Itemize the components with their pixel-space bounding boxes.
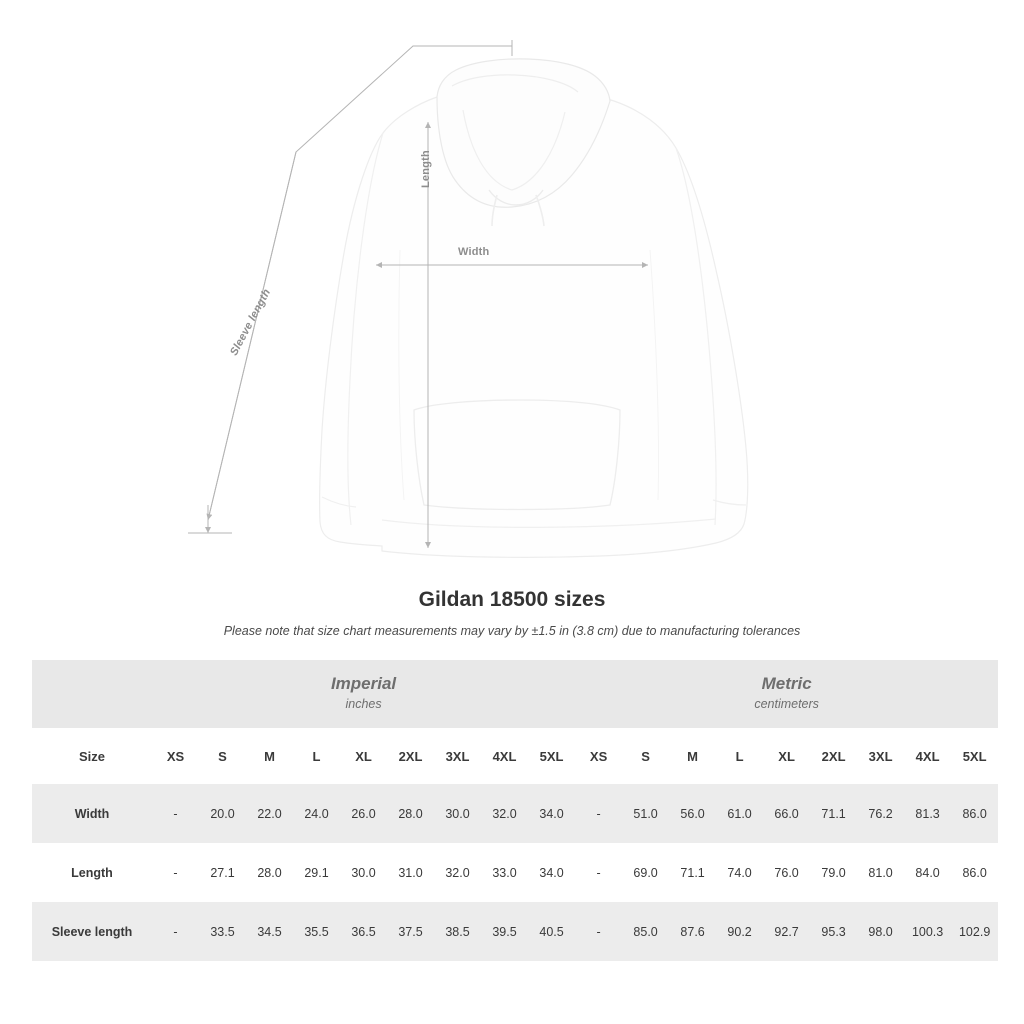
size-header-imperial-3xl: 3XL <box>434 728 481 784</box>
cell-width-imperial-m: 22.0 <box>246 784 293 843</box>
cell-length-imperial-xl: 30.0 <box>340 843 387 902</box>
size-header-metric-s: S <box>622 728 669 784</box>
cell-sleeve-metric-xs: - <box>575 902 622 961</box>
cell-length-metric-m: 71.1 <box>669 843 716 902</box>
cell-width-imperial-4xl: 32.0 <box>481 784 528 843</box>
cell-sleeve-metric-l: 90.2 <box>716 902 763 961</box>
size-header-label: Size <box>32 728 152 784</box>
size-header-metric-xs: XS <box>575 728 622 784</box>
size-header-imperial-s: S <box>199 728 246 784</box>
cell-length-metric-l: 74.0 <box>716 843 763 902</box>
system-header-metric <box>575 660 998 728</box>
cell-length-metric-xs: - <box>575 843 622 902</box>
system-name-metric: Metric <box>761 673 812 693</box>
cell-length-imperial-m: 28.0 <box>246 843 293 902</box>
size-header-metric-m: M <box>669 728 716 784</box>
cell-width-metric-4xl: 81.3 <box>904 784 951 843</box>
sleeve-length-label: Sleeve length <box>228 287 274 358</box>
cell-width-imperial-5xl: 34.0 <box>528 784 575 843</box>
cell-sleeve-metric-3xl: 98.0 <box>857 902 904 961</box>
size-header-metric-2xl: 2XL <box>810 728 857 784</box>
cell-width-imperial-2xl: 28.0 <box>387 784 434 843</box>
cell-length-metric-2xl: 79.0 <box>810 843 857 902</box>
size-header-imperial-5xl: 5XL <box>528 728 575 784</box>
cell-length-imperial-5xl: 34.0 <box>528 843 575 902</box>
cell-width-metric-l: 61.0 <box>716 784 763 843</box>
cell-length-imperial-3xl: 32.0 <box>434 843 481 902</box>
size-header-imperial-l: L <box>293 728 340 784</box>
table-row <box>32 843 998 902</box>
cell-sleeve-imperial-xl: 36.5 <box>340 902 387 961</box>
width-label: Width <box>458 246 490 258</box>
cell-length-imperial-4xl: 33.0 <box>481 843 528 902</box>
cell-width-metric-s: 51.0 <box>622 784 669 843</box>
size-table-container <box>32 660 992 961</box>
cell-width-metric-xs: - <box>575 784 622 843</box>
cell-sleeve-imperial-s: 33.5 <box>199 902 246 961</box>
cell-sleeve-imperial-4xl: 39.5 <box>481 902 528 961</box>
system-name-imperial: Imperial <box>330 673 397 693</box>
size-header-imperial-xl: XL <box>340 728 387 784</box>
system-unit-imperial: inches <box>345 697 382 712</box>
cell-width-metric-xl: 66.0 <box>763 784 810 843</box>
size-header-imperial-xs: XS <box>152 728 199 784</box>
cell-sleeve-metric-4xl: 100.3 <box>904 902 951 961</box>
size-table <box>32 660 998 961</box>
cell-length-imperial-s: 27.1 <box>199 843 246 902</box>
size-header-metric-xl: XL <box>763 728 810 784</box>
row-label-length: Length <box>32 843 152 902</box>
cell-sleeve-imperial-m: 34.5 <box>246 902 293 961</box>
cell-width-metric-5xl: 86.0 <box>951 784 998 843</box>
cell-sleeve-metric-xl: 92.7 <box>763 902 810 961</box>
length-label: Length <box>420 150 432 188</box>
tolerance-note: Please note that size chart measurements may vary by ±1.5 in (3.8 cm) due to manufacturing tolerances <box>223 624 801 638</box>
cell-sleeve-imperial-xs: - <box>152 902 199 961</box>
cell-width-imperial-3xl: 30.0 <box>434 784 481 843</box>
cell-sleeve-metric-5xl: 102.9 <box>951 902 998 961</box>
cell-length-imperial-l: 29.1 <box>293 843 340 902</box>
cell-sleeve-imperial-2xl: 37.5 <box>387 902 434 961</box>
size-header-imperial-4xl: 4XL <box>481 728 528 784</box>
cell-length-imperial-2xl: 31.0 <box>387 843 434 902</box>
size-header-metric-5xl: 5XL <box>951 728 998 784</box>
cell-sleeve-metric-m: 87.6 <box>669 902 716 961</box>
cell-sleeve-imperial-l: 35.5 <box>293 902 340 961</box>
row-label-sleeve-length: Sleeve length <box>32 902 152 961</box>
size-header-metric-4xl: 4XL <box>904 728 951 784</box>
row-label-width: Width <box>32 784 152 843</box>
cell-width-imperial-xs: - <box>152 784 199 843</box>
size-header-imperial-m: M <box>246 728 293 784</box>
cell-length-metric-s: 69.0 <box>622 843 669 902</box>
hoodie-shape <box>320 59 748 558</box>
size-header-metric-l: L <box>716 728 763 784</box>
cell-width-metric-m: 56.0 <box>669 784 716 843</box>
size-header-imperial-2xl: 2XL <box>387 728 434 784</box>
size-header-row <box>32 728 998 784</box>
cell-length-metric-3xl: 81.0 <box>857 843 904 902</box>
table-row <box>32 902 998 961</box>
size-header-metric-3xl: 3XL <box>857 728 904 784</box>
system-header-imperial <box>152 660 575 728</box>
cell-length-metric-5xl: 86.0 <box>951 843 998 902</box>
cell-sleeve-imperial-3xl: 38.5 <box>434 902 481 961</box>
cell-sleeve-metric-s: 85.0 <box>622 902 669 961</box>
system-unit-metric: centimeters <box>754 697 819 712</box>
table-corner-cell <box>32 660 152 728</box>
cell-width-imperial-s: 20.0 <box>199 784 246 843</box>
cell-length-metric-4xl: 84.0 <box>904 843 951 902</box>
system-header-row <box>32 660 998 728</box>
cell-width-metric-3xl: 76.2 <box>857 784 904 843</box>
cell-length-imperial-xs: - <box>152 843 199 902</box>
cell-length-metric-xl: 76.0 <box>763 843 810 902</box>
cell-width-metric-2xl: 71.1 <box>810 784 857 843</box>
cell-width-imperial-l: 24.0 <box>293 784 340 843</box>
cell-sleeve-imperial-5xl: 40.5 <box>528 902 575 961</box>
table-row <box>32 784 998 843</box>
cell-sleeve-metric-2xl: 95.3 <box>810 902 857 961</box>
page-title: Gildan 18500 sizes <box>418 588 606 611</box>
cell-width-imperial-xl: 26.0 <box>340 784 387 843</box>
